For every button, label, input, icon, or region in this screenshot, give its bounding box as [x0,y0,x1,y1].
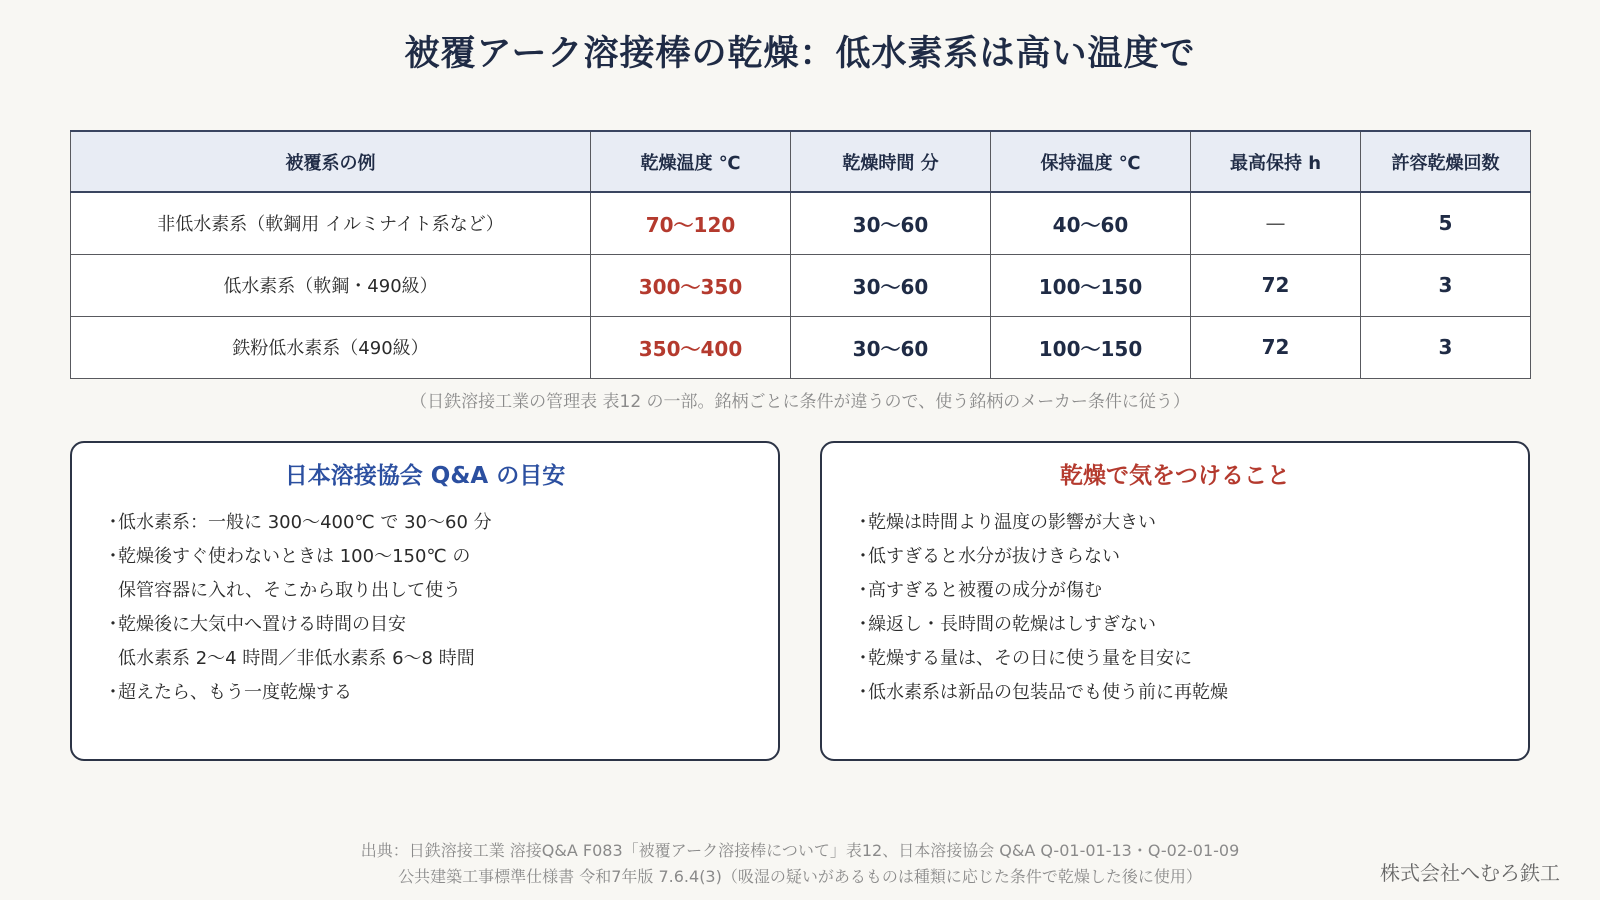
list-item [104,608,778,642]
source-line-1: 出典：日鉄溶接工業 溶接Q&A F083「被覆アーク溶接棒について」表12、日本溶接協会 Q&A Q-01-01-13・Q-02-01-09 [360,841,1240,860]
list-item-text: 乾燥後すぐ使わないときは 100〜150℃ の [118,546,471,567]
jws-qa-list [72,506,778,710]
drying-cautions-card [820,441,1530,761]
drying-time-cell: 30〜60 [791,192,991,254]
sources [0,838,1600,890]
col-header-drying-temp: 乾燥温度 ℃ [591,131,791,192]
jws-qa-card-title: 日本溶接協会 Q&A の目安 [284,463,566,489]
coating-cell: 低水素系（軟鋼・490級） [71,254,591,316]
list-item [104,676,778,710]
max-holding-cell: — [1191,192,1361,254]
page-title: 被覆アーク溶接棒の乾燥：低水素系は高い温度で [404,34,1196,74]
list-item-text: 乾燥後に大気中へ置ける時間の目安 [118,614,406,635]
coating-cell: 非低水素系（軟鋼用 イルミナイト系など） [71,192,591,254]
table-row [71,316,1531,378]
allowed-count-cell: 5 [1361,192,1531,254]
bullet: ・ [854,546,872,567]
list-item-text: 低すぎると水分が抜けきらない [868,546,1120,567]
table-note: （日鉄溶接工業の管理表 表12 の一部。銘柄ごとに条件が違うので、使う銘柄のメーカー条件に従う） [410,392,1190,412]
list-item [104,506,778,540]
drying-time-cell: 30〜60 [791,316,991,378]
drying-conditions-table [70,130,1531,379]
list-item [854,642,1528,676]
drying-time-cell: 30〜60 [791,254,991,316]
list-item-text: 低水素系 2〜4 時間／非低水素系 6〜8 時間 [118,648,475,669]
coating-cell: 鉄粉低水素系（490級） [71,316,591,378]
col-header-max-holding: 最高保持 h [1191,131,1361,192]
bullet: ・ [104,682,122,703]
list-item-text: 乾燥は時間より温度の影響が大きい [868,512,1156,533]
list-item [854,506,1528,540]
holding-temp-cell: 100〜150 [991,254,1191,316]
col-header-coating: 被覆系の例 [71,131,591,192]
list-item [854,676,1528,710]
max-holding-cell: 72 [1191,254,1361,316]
list-item-text: 高すぎると被覆の成分が傷む [868,580,1102,601]
list-item [854,574,1528,608]
company-name: 株式会社へむろ鉄工 [1380,861,1560,885]
bullet: ・ [104,512,122,533]
bullet: ・ [854,682,872,703]
drying-cautions-card-title: 乾燥で気をつけること [1060,463,1290,489]
bullet: ・ [854,512,872,533]
drying-temp-cell: 300〜350 [591,254,791,316]
list-item-text: 低水素系：一般に 300〜400℃ で 30〜60 分 [118,512,492,533]
list-item-continuation [104,642,778,676]
table-row [71,254,1531,316]
list-item-continuation [104,574,778,608]
holding-temp-cell: 40〜60 [991,192,1191,254]
table-header-row [71,131,1531,192]
list-item-text: 低水素系は新品の包装品でも使う前に再乾燥 [868,682,1228,703]
bullet: ・ [854,580,872,601]
allowed-count-cell: 3 [1361,316,1531,378]
bullet: ・ [854,614,872,635]
bullet: ・ [104,614,122,635]
list-item-text: 保管容器に入れ、そこから取り出して使う [118,580,462,601]
list-item-text: 繰返し・長時間の乾燥はしすぎない [868,614,1156,635]
drying-temp-cell: 70〜120 [591,192,791,254]
list-item-text: 乾燥する量は、その日に使う量を目安に [868,648,1192,669]
list-item-text: 超えたら、もう一度乾燥する [118,682,352,703]
bullet: ・ [854,648,872,669]
drying-temp-cell: 350〜400 [591,316,791,378]
col-header-holding-temp: 保持温度 ℃ [991,131,1191,192]
col-header-drying-time: 乾燥時間 分 [791,131,991,192]
table-row [71,192,1531,254]
list-item [104,540,778,574]
list-item [854,540,1528,574]
source-line-2: 公共建築工事標準仕様書 令和7年版 7.6.4(3)（吸湿の疑いがあるものは種類に応じた条件で乾燥した後に使用） [398,867,1202,886]
col-header-allowed-count: 許容乾燥回数 [1361,131,1531,192]
max-holding-cell: 72 [1191,316,1361,378]
drying-cautions-list [822,506,1528,710]
list-item [854,608,1528,642]
allowed-count-cell: 3 [1361,254,1531,316]
bullet: ・ [104,546,122,567]
holding-temp-cell: 100〜150 [991,316,1191,378]
jws-qa-card [70,441,780,761]
